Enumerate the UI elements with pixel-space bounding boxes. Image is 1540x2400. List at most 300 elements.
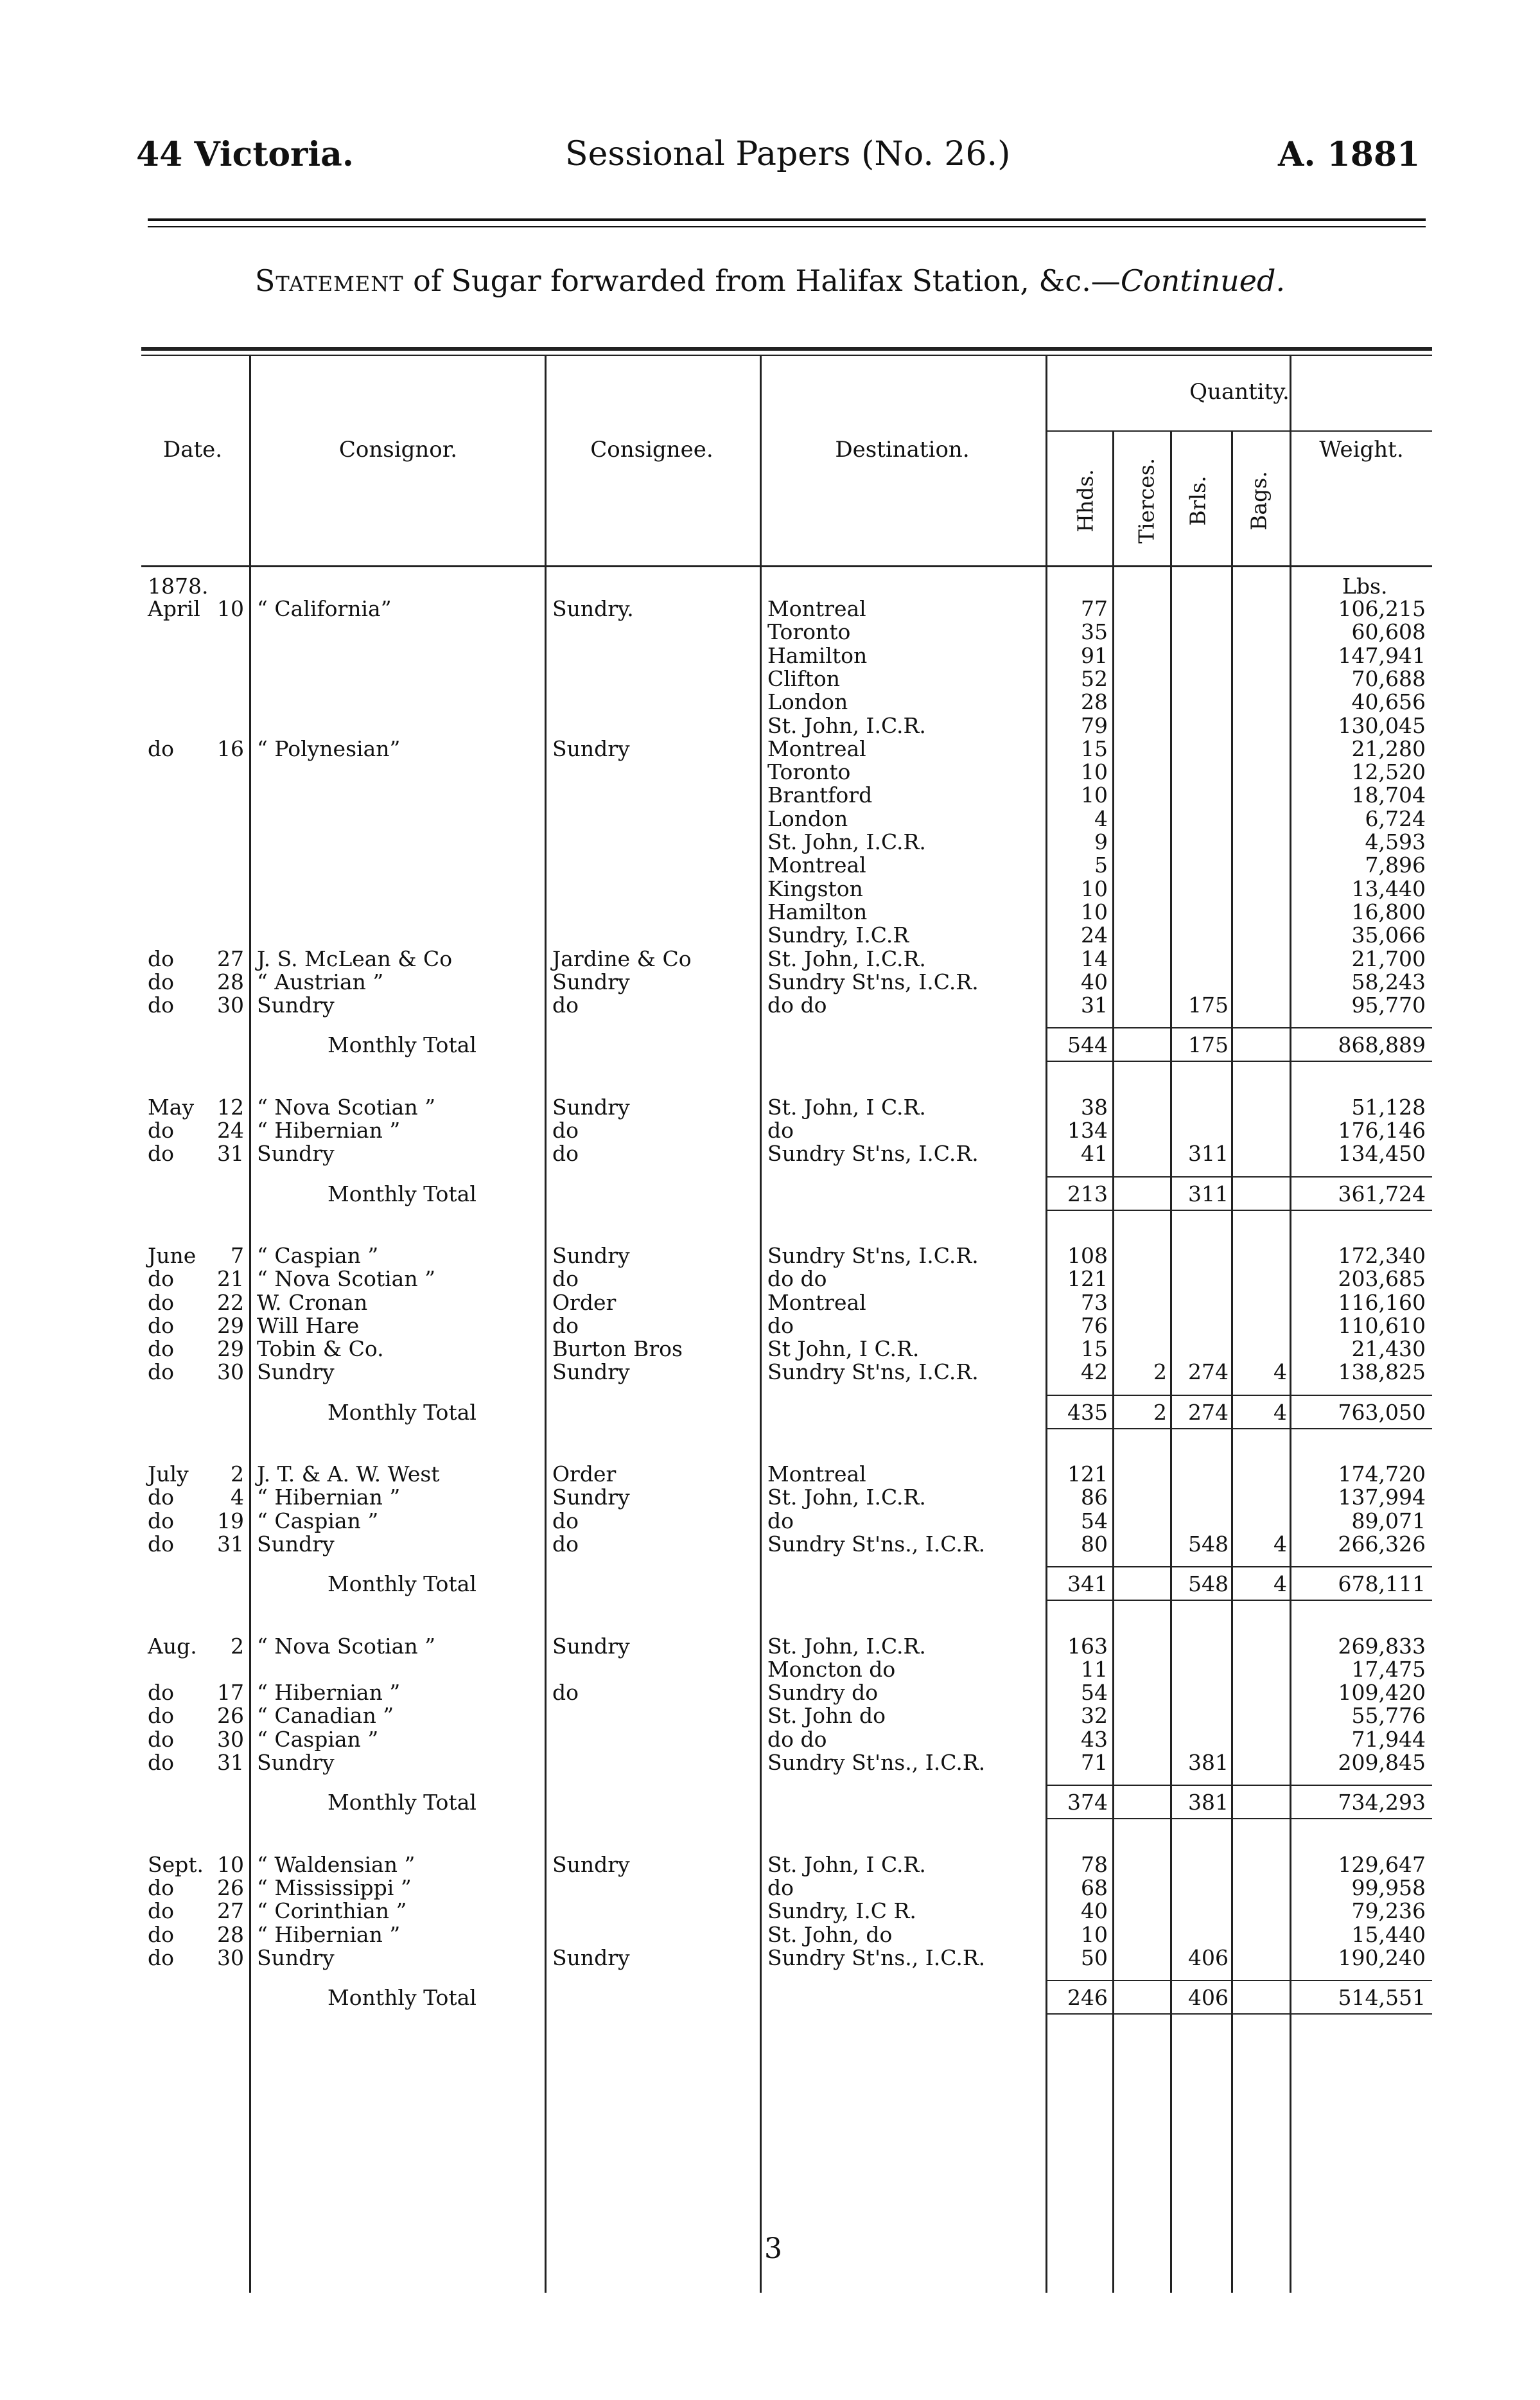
row-consignee: Sundry. bbox=[552, 596, 634, 621]
row-consignor: Will Hare bbox=[257, 1312, 360, 1338]
row-weight: 134,450 bbox=[1338, 1141, 1426, 1167]
row-weight: 209,845 bbox=[1338, 1750, 1426, 1775]
row-bags: 4 bbox=[1273, 1359, 1287, 1385]
row-weight: 13,440 bbox=[1351, 876, 1426, 901]
page-number: 3 bbox=[764, 2232, 782, 2265]
row-destination: do do bbox=[767, 1726, 827, 1752]
row-weight: 266,326 bbox=[1338, 1531, 1426, 1557]
col-header-destination: Destination. bbox=[835, 437, 970, 463]
row-day: 19 bbox=[217, 1508, 244, 1533]
row-day: 31 bbox=[217, 1750, 244, 1775]
total-brls: 175 bbox=[1188, 1032, 1229, 1058]
row-day: 10 bbox=[217, 596, 244, 621]
row-hhds: 68 bbox=[1081, 1875, 1108, 1900]
total-rule-bottom bbox=[1047, 1428, 1432, 1429]
row-destination: St. John, I.C.R. bbox=[767, 1485, 926, 1510]
row-hhds: 121 bbox=[1067, 1266, 1108, 1292]
header-left: 44 Victoria. bbox=[136, 135, 354, 174]
total-brls: 311 bbox=[1188, 1181, 1229, 1206]
row-destination: St John, I C.R. bbox=[767, 1336, 920, 1362]
row-hhds: 71 bbox=[1081, 1750, 1108, 1775]
row-month: do bbox=[148, 1921, 174, 1947]
row-hhds: 15 bbox=[1081, 1336, 1108, 1362]
row-destination: Montreal bbox=[767, 596, 866, 621]
col-header-brls: Brls. bbox=[1185, 475, 1211, 526]
row-consignee: do bbox=[552, 1508, 579, 1533]
row-destination: do do bbox=[767, 993, 827, 1018]
row-consignee: Jardine & Co bbox=[552, 946, 692, 971]
row-consignee: do bbox=[552, 993, 579, 1018]
row-day: 31 bbox=[217, 1531, 244, 1557]
row-month: do bbox=[148, 1750, 174, 1775]
row-month: May bbox=[148, 1094, 195, 1120]
row-day: 28 bbox=[217, 1921, 244, 1947]
row-weight: 40,656 bbox=[1351, 689, 1426, 715]
row-consignee: Sundry bbox=[552, 1485, 630, 1510]
row-hhds: 108 bbox=[1067, 1242, 1108, 1268]
row-day: 26 bbox=[217, 1875, 244, 1900]
row-consignor: Sundry bbox=[257, 1359, 335, 1385]
col-header-tierces: Tierces. bbox=[1133, 457, 1159, 544]
row-consignee: Sundry bbox=[552, 969, 630, 994]
row-day: 29 bbox=[217, 1312, 244, 1338]
row-weight: 12,520 bbox=[1351, 759, 1426, 785]
row-day: 2 bbox=[231, 1461, 244, 1487]
row-weight: 116,160 bbox=[1338, 1289, 1426, 1315]
row-weight: 95,770 bbox=[1351, 993, 1426, 1018]
total-rule-bottom bbox=[1047, 1061, 1432, 1062]
year-label: 1878. bbox=[148, 574, 209, 599]
row-weight: 89,071 bbox=[1351, 1508, 1426, 1533]
row-day: 27 bbox=[217, 946, 244, 971]
row-consignor: “ Nova Scotian ” bbox=[257, 1633, 435, 1659]
row-weight: 51,128 bbox=[1351, 1094, 1426, 1120]
row-month: do bbox=[148, 1118, 174, 1143]
table-top-rule-thin bbox=[141, 355, 1432, 356]
total-rule-bottom bbox=[1047, 1210, 1432, 1211]
total-hhds: 544 bbox=[1067, 1032, 1108, 1058]
row-month: do bbox=[148, 1898, 174, 1924]
row-consignor: “ California” bbox=[257, 596, 392, 621]
row-day: 30 bbox=[217, 1945, 244, 1970]
total-bags: 4 bbox=[1273, 1571, 1287, 1597]
row-destination: St. John, do bbox=[767, 1921, 893, 1947]
row-consignee: Sundry bbox=[552, 1633, 630, 1659]
title-main: of Sugar forwarded from Halifax Station, &c.— bbox=[403, 263, 1121, 298]
row-destination: Hamilton bbox=[767, 642, 868, 668]
row-consignee: do bbox=[552, 1118, 579, 1143]
row-hhds: 76 bbox=[1081, 1312, 1108, 1338]
row-day: 16 bbox=[217, 736, 244, 761]
col-rule-3 bbox=[760, 356, 762, 2293]
row-weight: 58,243 bbox=[1351, 969, 1426, 994]
row-consignor: Sundry bbox=[257, 1945, 335, 1970]
row-weight: 60,608 bbox=[1351, 619, 1426, 645]
total-brls: 548 bbox=[1188, 1571, 1229, 1597]
row-day: 30 bbox=[217, 1726, 244, 1752]
monthly-total-label: Monthly Total bbox=[328, 1985, 477, 2011]
row-hhds: 32 bbox=[1081, 1703, 1108, 1729]
row-hhds: 10 bbox=[1081, 1921, 1108, 1947]
row-destination: Moncton do bbox=[767, 1656, 896, 1682]
row-destination: do do bbox=[767, 1266, 827, 1292]
row-hhds: 50 bbox=[1081, 1945, 1108, 1970]
row-hhds: 4 bbox=[1094, 806, 1108, 831]
row-hhds: 5 bbox=[1094, 852, 1108, 878]
col-rule-2 bbox=[545, 356, 547, 2293]
row-destination: Sundry St'ns., I.C.R. bbox=[767, 1945, 986, 1970]
row-weight: 110,610 bbox=[1338, 1312, 1426, 1338]
row-tierces: 2 bbox=[1153, 1359, 1167, 1385]
row-month: do bbox=[148, 1726, 174, 1752]
row-destination: Montreal bbox=[767, 1461, 866, 1487]
row-month: do bbox=[148, 1508, 174, 1533]
row-destination: Montreal bbox=[767, 736, 866, 761]
total-tierces: 2 bbox=[1153, 1399, 1167, 1425]
row-destination: Sundry St'ns, I.C.R. bbox=[767, 1359, 979, 1385]
header-bottom-rule bbox=[141, 565, 1432, 567]
row-month: Aug. bbox=[148, 1633, 197, 1659]
row-consignor: “ Hibernian ” bbox=[257, 1680, 401, 1706]
row-hhds: 80 bbox=[1081, 1531, 1108, 1557]
total-weight: 361,724 bbox=[1338, 1181, 1426, 1206]
row-brls: 175 bbox=[1188, 993, 1229, 1018]
row-consignee: do bbox=[552, 1312, 579, 1338]
row-brls: 548 bbox=[1188, 1531, 1229, 1557]
row-consignor: Tobin & Co. bbox=[257, 1336, 384, 1362]
row-hhds: 42 bbox=[1081, 1359, 1108, 1385]
total-bags: 4 bbox=[1273, 1399, 1287, 1425]
row-consignor: Sundry bbox=[257, 1141, 335, 1167]
row-consignor: “ Hibernian ” bbox=[257, 1485, 401, 1510]
row-day: 28 bbox=[217, 969, 244, 994]
title-suffix: Continued. bbox=[1120, 263, 1286, 298]
row-day: 31 bbox=[217, 1141, 244, 1167]
row-weight: 137,994 bbox=[1338, 1485, 1426, 1510]
row-weight: 176,146 bbox=[1338, 1118, 1426, 1143]
row-weight: 71,944 bbox=[1351, 1726, 1426, 1752]
total-weight: 763,050 bbox=[1338, 1399, 1426, 1425]
row-destination: St. John, I.C.R. bbox=[767, 1633, 926, 1659]
col-header-quantity: Quantity. bbox=[1189, 379, 1290, 405]
header-rule-bottom bbox=[148, 226, 1426, 227]
row-day: 30 bbox=[217, 993, 244, 1018]
total-weight: 514,551 bbox=[1338, 1985, 1426, 2011]
row-hhds: 28 bbox=[1081, 689, 1108, 715]
total-brls: 274 bbox=[1188, 1399, 1229, 1425]
total-weight: 868,889 bbox=[1338, 1032, 1426, 1058]
row-destination: St. John, I.C.R. bbox=[767, 946, 926, 971]
row-consignor: “ Mississippi ” bbox=[257, 1875, 412, 1900]
col-header-weight: Weight. bbox=[1319, 437, 1404, 463]
row-destination: Montreal bbox=[767, 1289, 866, 1315]
total-rule-bottom bbox=[1047, 1600, 1432, 1601]
row-consignee: Sundry bbox=[552, 1945, 630, 1970]
row-consignor: “ Polynesian” bbox=[257, 736, 401, 761]
total-hhds: 341 bbox=[1067, 1571, 1108, 1597]
row-month: do bbox=[148, 946, 174, 971]
total-rule bbox=[1047, 1980, 1432, 1981]
monthly-total-label: Monthly Total bbox=[328, 1032, 477, 1058]
page-title bbox=[0, 263, 1540, 298]
row-destination: Montreal bbox=[767, 852, 866, 878]
monthly-total-label: Monthly Total bbox=[328, 1571, 477, 1597]
row-month: do bbox=[148, 1680, 174, 1706]
row-hhds: 78 bbox=[1081, 1851, 1108, 1877]
row-hhds: 10 bbox=[1081, 876, 1108, 901]
row-hhds: 10 bbox=[1081, 759, 1108, 785]
row-destination: do bbox=[767, 1875, 794, 1900]
row-consignee: Sundry bbox=[552, 1094, 630, 1120]
row-month: do bbox=[148, 1703, 174, 1729]
row-brls: 311 bbox=[1188, 1141, 1229, 1167]
row-brls: 274 bbox=[1188, 1359, 1229, 1385]
row-month: do bbox=[148, 736, 174, 761]
row-destination: St. John, I C.R. bbox=[767, 1094, 926, 1120]
row-weight: 55,776 bbox=[1351, 1703, 1426, 1729]
row-month: do bbox=[148, 1312, 174, 1338]
row-destination: Sundry St'ns, I.C.R. bbox=[767, 1242, 979, 1268]
row-weight: 174,720 bbox=[1338, 1461, 1426, 1487]
row-hhds: 91 bbox=[1081, 642, 1108, 668]
row-hhds: 43 bbox=[1081, 1726, 1108, 1752]
row-consignor: “ Hibernian ” bbox=[257, 1118, 401, 1143]
row-consignee: do bbox=[552, 1266, 579, 1292]
row-weight: 21,280 bbox=[1351, 736, 1426, 761]
row-destination: Sundry, I.C.R bbox=[767, 922, 909, 948]
weight-unit: Lbs. bbox=[1342, 574, 1388, 599]
row-month: do bbox=[148, 1531, 174, 1557]
row-consignor: Sundry bbox=[257, 1531, 335, 1557]
row-consignor: “ Caspian ” bbox=[257, 1726, 379, 1752]
row-consignor: J. S. McLean & Co bbox=[257, 946, 453, 971]
row-hhds: 52 bbox=[1081, 666, 1108, 691]
row-weight: 21,700 bbox=[1351, 946, 1426, 971]
total-weight: 678,111 bbox=[1338, 1571, 1426, 1597]
col-rule-1 bbox=[249, 356, 251, 2293]
row-weight: 130,045 bbox=[1338, 712, 1426, 738]
row-consignor: Sundry bbox=[257, 993, 335, 1018]
row-consignor: W. Cronan bbox=[257, 1289, 368, 1315]
title-prefix: Statement bbox=[254, 263, 404, 298]
row-consignee: Order bbox=[552, 1461, 617, 1487]
row-month: do bbox=[148, 1266, 174, 1292]
row-weight: 203,685 bbox=[1338, 1266, 1426, 1292]
row-hhds: 24 bbox=[1081, 922, 1108, 948]
row-consignee: Sundry bbox=[552, 1359, 630, 1385]
row-destination: Sundry do bbox=[767, 1680, 879, 1706]
row-hhds: 35 bbox=[1081, 619, 1108, 645]
row-consignee: do bbox=[552, 1141, 579, 1167]
row-day: 21 bbox=[217, 1266, 244, 1292]
row-weight: 17,475 bbox=[1351, 1656, 1426, 1682]
row-destination: Sundry St'ns, I.C.R. bbox=[767, 969, 979, 994]
col-header-hhds: Hhds. bbox=[1072, 469, 1098, 533]
row-destination: Hamilton bbox=[767, 899, 868, 924]
row-month: April bbox=[148, 596, 200, 621]
total-rule-bottom bbox=[1047, 1818, 1432, 1819]
row-day: 17 bbox=[217, 1680, 244, 1706]
row-day: 24 bbox=[217, 1118, 244, 1143]
row-destination: Sundry St'ns., I.C.R. bbox=[767, 1750, 986, 1775]
row-day: 30 bbox=[217, 1359, 244, 1385]
row-weight: 79,236 bbox=[1351, 1898, 1426, 1924]
total-rule bbox=[1047, 1395, 1432, 1396]
row-day: 26 bbox=[217, 1703, 244, 1729]
row-hhds: 9 bbox=[1094, 829, 1108, 854]
row-brls: 406 bbox=[1188, 1945, 1229, 1970]
row-consignee: do bbox=[552, 1680, 579, 1706]
row-weight: 109,420 bbox=[1338, 1680, 1426, 1706]
col-header-consignor: Consignor. bbox=[338, 437, 458, 463]
total-hhds: 246 bbox=[1067, 1985, 1108, 2011]
row-hhds: 11 bbox=[1081, 1656, 1108, 1682]
monthly-total-label: Monthly Total bbox=[328, 1399, 477, 1425]
row-hhds: 79 bbox=[1081, 712, 1108, 738]
row-consignor: “ Corinthian ” bbox=[257, 1898, 407, 1924]
col-header-consignee: Consignee. bbox=[590, 437, 713, 463]
row-consignor: “ Caspian ” bbox=[257, 1242, 379, 1268]
row-hhds: 40 bbox=[1081, 1898, 1108, 1924]
row-hhds: 73 bbox=[1081, 1289, 1108, 1315]
row-consignor: “ Nova Scotian ” bbox=[257, 1266, 435, 1292]
quantity-divider bbox=[1047, 430, 1432, 432]
row-consignor: “ Waldensian ” bbox=[257, 1851, 416, 1877]
total-hhds: 374 bbox=[1067, 1790, 1108, 1815]
row-day: 10 bbox=[217, 1851, 244, 1877]
row-weight: 106,215 bbox=[1338, 596, 1426, 621]
row-destination: Toronto bbox=[767, 619, 851, 645]
row-hhds: 41 bbox=[1081, 1141, 1108, 1167]
row-month: Sept. bbox=[148, 1851, 204, 1877]
row-destination: do bbox=[767, 1508, 794, 1533]
row-destination: Kingston bbox=[767, 876, 863, 901]
total-weight: 734,293 bbox=[1338, 1790, 1426, 1815]
monthly-total-label: Monthly Total bbox=[328, 1181, 477, 1206]
total-rule bbox=[1047, 1027, 1432, 1028]
total-rule-bottom bbox=[1047, 2013, 1432, 2015]
row-day: 29 bbox=[217, 1336, 244, 1362]
row-destination: Brantford bbox=[767, 782, 873, 808]
sugar-table bbox=[135, 347, 1432, 2290]
row-day: 2 bbox=[231, 1633, 244, 1659]
col-header-bags: Bags. bbox=[1246, 471, 1272, 531]
row-consignee: Sundry bbox=[552, 1851, 630, 1877]
row-destination: Sundry St'ns., I.C.R. bbox=[767, 1531, 986, 1557]
row-destination: St. John, I.C.R. bbox=[767, 829, 926, 854]
row-weight: 99,958 bbox=[1351, 1875, 1426, 1900]
row-consignor: “ Canadian ” bbox=[257, 1703, 394, 1729]
row-hhds: 15 bbox=[1081, 736, 1108, 761]
row-weight: 147,941 bbox=[1338, 642, 1426, 668]
row-month: do bbox=[148, 1945, 174, 1970]
row-bags: 4 bbox=[1273, 1531, 1287, 1557]
row-weight: 70,688 bbox=[1351, 666, 1426, 691]
row-consignor: “ Caspian ” bbox=[257, 1508, 379, 1533]
row-weight: 35,066 bbox=[1351, 922, 1426, 948]
row-weight: 6,724 bbox=[1365, 806, 1426, 831]
row-weight: 190,240 bbox=[1338, 1945, 1426, 1970]
row-consignee: Sundry bbox=[552, 1242, 630, 1268]
monthly-total-label: Monthly Total bbox=[328, 1790, 477, 1815]
header-rule-top bbox=[148, 218, 1426, 221]
row-day: 22 bbox=[217, 1289, 244, 1315]
total-brls: 406 bbox=[1188, 1985, 1229, 2011]
row-consignor: J. T. & A. W. West bbox=[257, 1461, 440, 1487]
row-month: do bbox=[148, 969, 174, 994]
col-header-date: Date. bbox=[162, 437, 223, 463]
total-hhds: 213 bbox=[1067, 1181, 1108, 1206]
row-destination: Sundry, I.C R. bbox=[767, 1898, 916, 1924]
total-brls: 381 bbox=[1188, 1790, 1229, 1815]
row-consignor: Sundry bbox=[257, 1750, 335, 1775]
row-month: do bbox=[148, 1485, 174, 1510]
row-day: 27 bbox=[217, 1898, 244, 1924]
row-hhds: 77 bbox=[1081, 596, 1108, 621]
row-consignee: Sundry bbox=[552, 736, 630, 761]
row-weight: 16,800 bbox=[1351, 899, 1426, 924]
row-destination: St. John, I.C.R. bbox=[767, 712, 926, 738]
total-rule bbox=[1047, 1785, 1432, 1786]
row-hhds: 163 bbox=[1067, 1633, 1108, 1659]
row-day: 4 bbox=[231, 1485, 244, 1510]
row-destination: Toronto bbox=[767, 759, 851, 785]
row-month: June bbox=[148, 1242, 197, 1268]
row-weight: 269,833 bbox=[1338, 1633, 1426, 1659]
row-destination: Sundry St'ns, I.C.R. bbox=[767, 1141, 979, 1167]
row-destination: do bbox=[767, 1312, 794, 1338]
row-consignor: “ Hibernian ” bbox=[257, 1921, 401, 1947]
row-hhds: 54 bbox=[1081, 1680, 1108, 1706]
row-month: do bbox=[148, 1336, 174, 1362]
row-month: do bbox=[148, 1141, 174, 1167]
row-consignee: Burton Bros bbox=[552, 1336, 683, 1362]
row-weight: 138,825 bbox=[1338, 1359, 1426, 1385]
total-rule bbox=[1047, 1566, 1432, 1567]
row-destination: do bbox=[767, 1118, 794, 1143]
row-consignor: “ Nova Scotian ” bbox=[257, 1094, 435, 1120]
row-hhds: 31 bbox=[1081, 993, 1108, 1018]
row-weight: 15,440 bbox=[1351, 1921, 1426, 1947]
row-month: do bbox=[148, 1289, 174, 1315]
row-weight: 21,430 bbox=[1351, 1336, 1426, 1362]
row-month: July bbox=[148, 1461, 189, 1487]
total-rule bbox=[1047, 1176, 1432, 1178]
header-center: Sessional Papers (No. 26.) bbox=[565, 135, 1011, 173]
row-day: 7 bbox=[231, 1242, 244, 1268]
row-consignor: “ Austrian ” bbox=[257, 969, 384, 994]
row-destination: St. John, I C.R. bbox=[767, 1851, 926, 1877]
row-consignee: do bbox=[552, 1531, 579, 1557]
row-hhds: 10 bbox=[1081, 899, 1108, 924]
row-month: do bbox=[148, 1875, 174, 1900]
table-top-rule bbox=[141, 347, 1432, 351]
total-hhds: 435 bbox=[1067, 1399, 1108, 1425]
row-destination: St. John do bbox=[767, 1703, 886, 1729]
row-month: do bbox=[148, 993, 174, 1018]
row-weight: 172,340 bbox=[1338, 1242, 1426, 1268]
row-hhds: 121 bbox=[1067, 1461, 1108, 1487]
row-destination: London bbox=[767, 689, 848, 715]
row-hhds: 10 bbox=[1081, 782, 1108, 808]
row-weight: 129,647 bbox=[1338, 1851, 1426, 1877]
row-weight: 4,593 bbox=[1365, 829, 1426, 854]
row-consignee: Order bbox=[552, 1289, 617, 1315]
row-hhds: 54 bbox=[1081, 1508, 1108, 1533]
row-hhds: 38 bbox=[1081, 1094, 1108, 1120]
row-weight: 7,896 bbox=[1365, 852, 1426, 878]
row-destination: London bbox=[767, 806, 848, 831]
